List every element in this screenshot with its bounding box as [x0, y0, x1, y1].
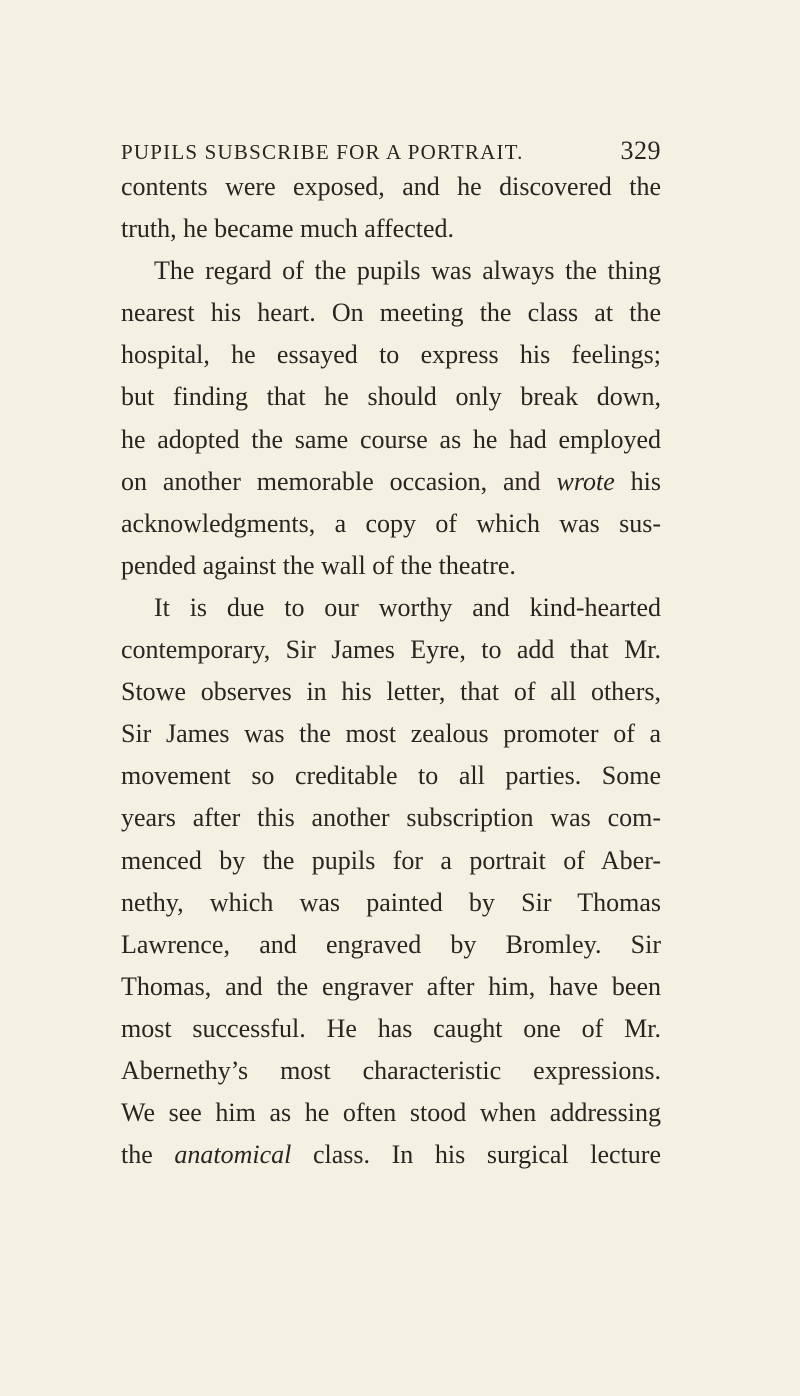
text-line: It is due to our worthy and kind-hearted [154, 592, 661, 622]
text-line: movement so creditable to all parties. Some [121, 761, 661, 791]
text-line: Thomas, and the engraver after him, have been [121, 971, 661, 1001]
text-line: We see him as he often stood when addressing [121, 1098, 661, 1128]
text-segment: class. In his surgical lecture [291, 1140, 661, 1170]
text-line: The regard of the pupils was always the thing [154, 256, 661, 286]
text-line: menced by the pupils for a portrait of Aber- [121, 845, 661, 875]
text-line: Sir James was the most zealous promoter of a [121, 719, 661, 749]
text-line: acknowledgments, a copy of which was sus- [121, 508, 661, 538]
italic-text: wrote [556, 466, 615, 496]
text-segment: on another memorable occasion, and [121, 466, 557, 496]
running-head [121, 136, 661, 166]
text-line: nearest his heart. On meeting the class at the [121, 298, 661, 328]
text-segment: his [614, 466, 662, 496]
text-line: hospital, he essayed to express his feelings; [121, 340, 661, 370]
body-text [121, 166, 661, 1176]
text-line: he adopted the same course as he had employed [121, 424, 661, 454]
italic-text: anatomical [174, 1140, 292, 1170]
text-line: most successful. He has caught one of Mr. [121, 1013, 661, 1043]
text-line: but finding that he should only break down, [121, 382, 661, 412]
text-line [121, 461, 661, 503]
text-line: Lawrence, and engraved by Bromley. Sir [121, 929, 661, 959]
text-line: years after this another subscription was com- [121, 803, 661, 833]
text-line: Stowe observes in his letter, that of all others, [121, 677, 661, 707]
text-segment: the [121, 1140, 175, 1170]
text-line: nethy, which was painted by Sir Thomas [121, 887, 661, 917]
page-number: 329 [620, 136, 661, 165]
running-title: PUPILS SUBSCRIBE FOR A PORTRAIT. [121, 140, 524, 164]
text-line [121, 1134, 661, 1176]
text-line: contemporary, Sir James Eyre, to add that Mr. [121, 635, 661, 665]
text-line: pended against the wall of the theatre. [121, 550, 516, 580]
text-line: Abernethy’s most characteristic expressions. [121, 1055, 661, 1085]
text-line: truth, he became much affected. [121, 214, 455, 244]
text-line: contents were exposed, and he discovered the [121, 172, 661, 201]
